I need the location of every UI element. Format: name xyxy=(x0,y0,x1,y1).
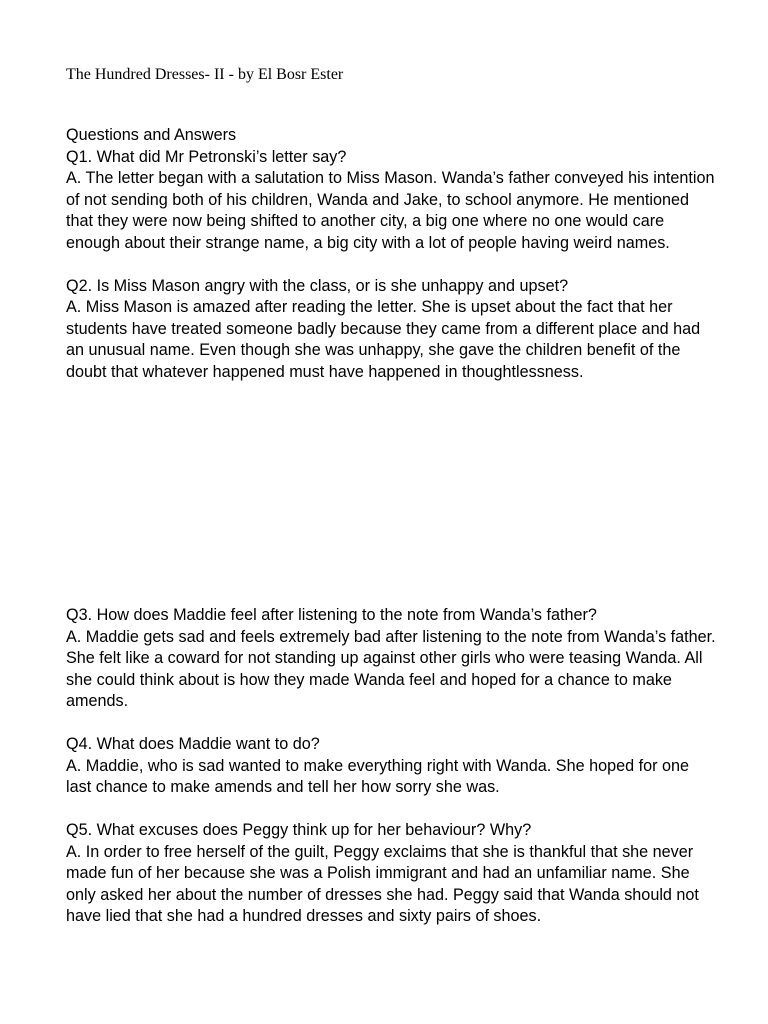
answer-1: A. The letter began with a salutation to Miss Mason. Wanda’s father conveyed his intention of not sending both of his children, Wanda and Jake, to school anymore. He mentioned that they were now being shifted to another city, a big one where no one would care enough about their strange name, a big city with a lot of people having weird names. xyxy=(66,169,715,252)
question-5: Q5. What excuses does Peggy think up for her behaviour? Why? xyxy=(66,821,532,839)
document-title: The Hundred Dresses- II - by El Bosr Ester xyxy=(66,66,344,83)
answer-4: A. Maddie, who is sad wanted to make everything right with Wanda. She hoped for one last chance to make amends and tell her how sorry she was. xyxy=(66,756,689,796)
qa-item-2 xyxy=(66,276,716,384)
qa-item-4 xyxy=(66,734,716,799)
qa-section-top xyxy=(66,125,716,405)
question-3: Q3. How does Maddie feel after listening to the note from Wanda’s father? xyxy=(66,606,597,624)
question-4: Q4. What does Maddie want to do? xyxy=(66,735,320,753)
question-1: Q1. What did Mr Petronski’s letter say? xyxy=(66,147,347,166)
qa-item-1 xyxy=(66,147,716,255)
answer-3: A. Maddie gets sad and feels extremely bad after listening to the note from Wanda’s father. She felt like a coward for not standing up against other girls who were teasing Wanda. All she could think about is how they made Wanda feel and hoped for a chance to make amends. xyxy=(66,627,716,710)
qa-item-3 xyxy=(66,605,716,713)
section-heading: Questions and Answers xyxy=(66,126,237,144)
qa-item-5 xyxy=(66,820,716,928)
answer-2: A. Miss Mason is amazed after reading the letter. She is upset about the fact that her students have treated someone badly because they came from a different place and had an unusual name. Even though she was unhappy, she gave the children benefit of the doubt that whatever happened must have happened in thoughtlessness. xyxy=(66,298,701,381)
qa-section-bottom xyxy=(66,605,716,949)
answer-5: A. In order to free herself of the guilt, Peggy exclaims that she is thankful that she never made fun of her because she was a Polish immigrant and had an unfamiliar name. She only asked her about the number of dresses she had. Peggy said that Wanda should not have lied that she had a hundred dresses and sixty pairs of shoes. xyxy=(66,842,699,925)
question-2: Q2. Is Miss Mason angry with the class, or is she unhappy and upset? xyxy=(66,276,569,295)
